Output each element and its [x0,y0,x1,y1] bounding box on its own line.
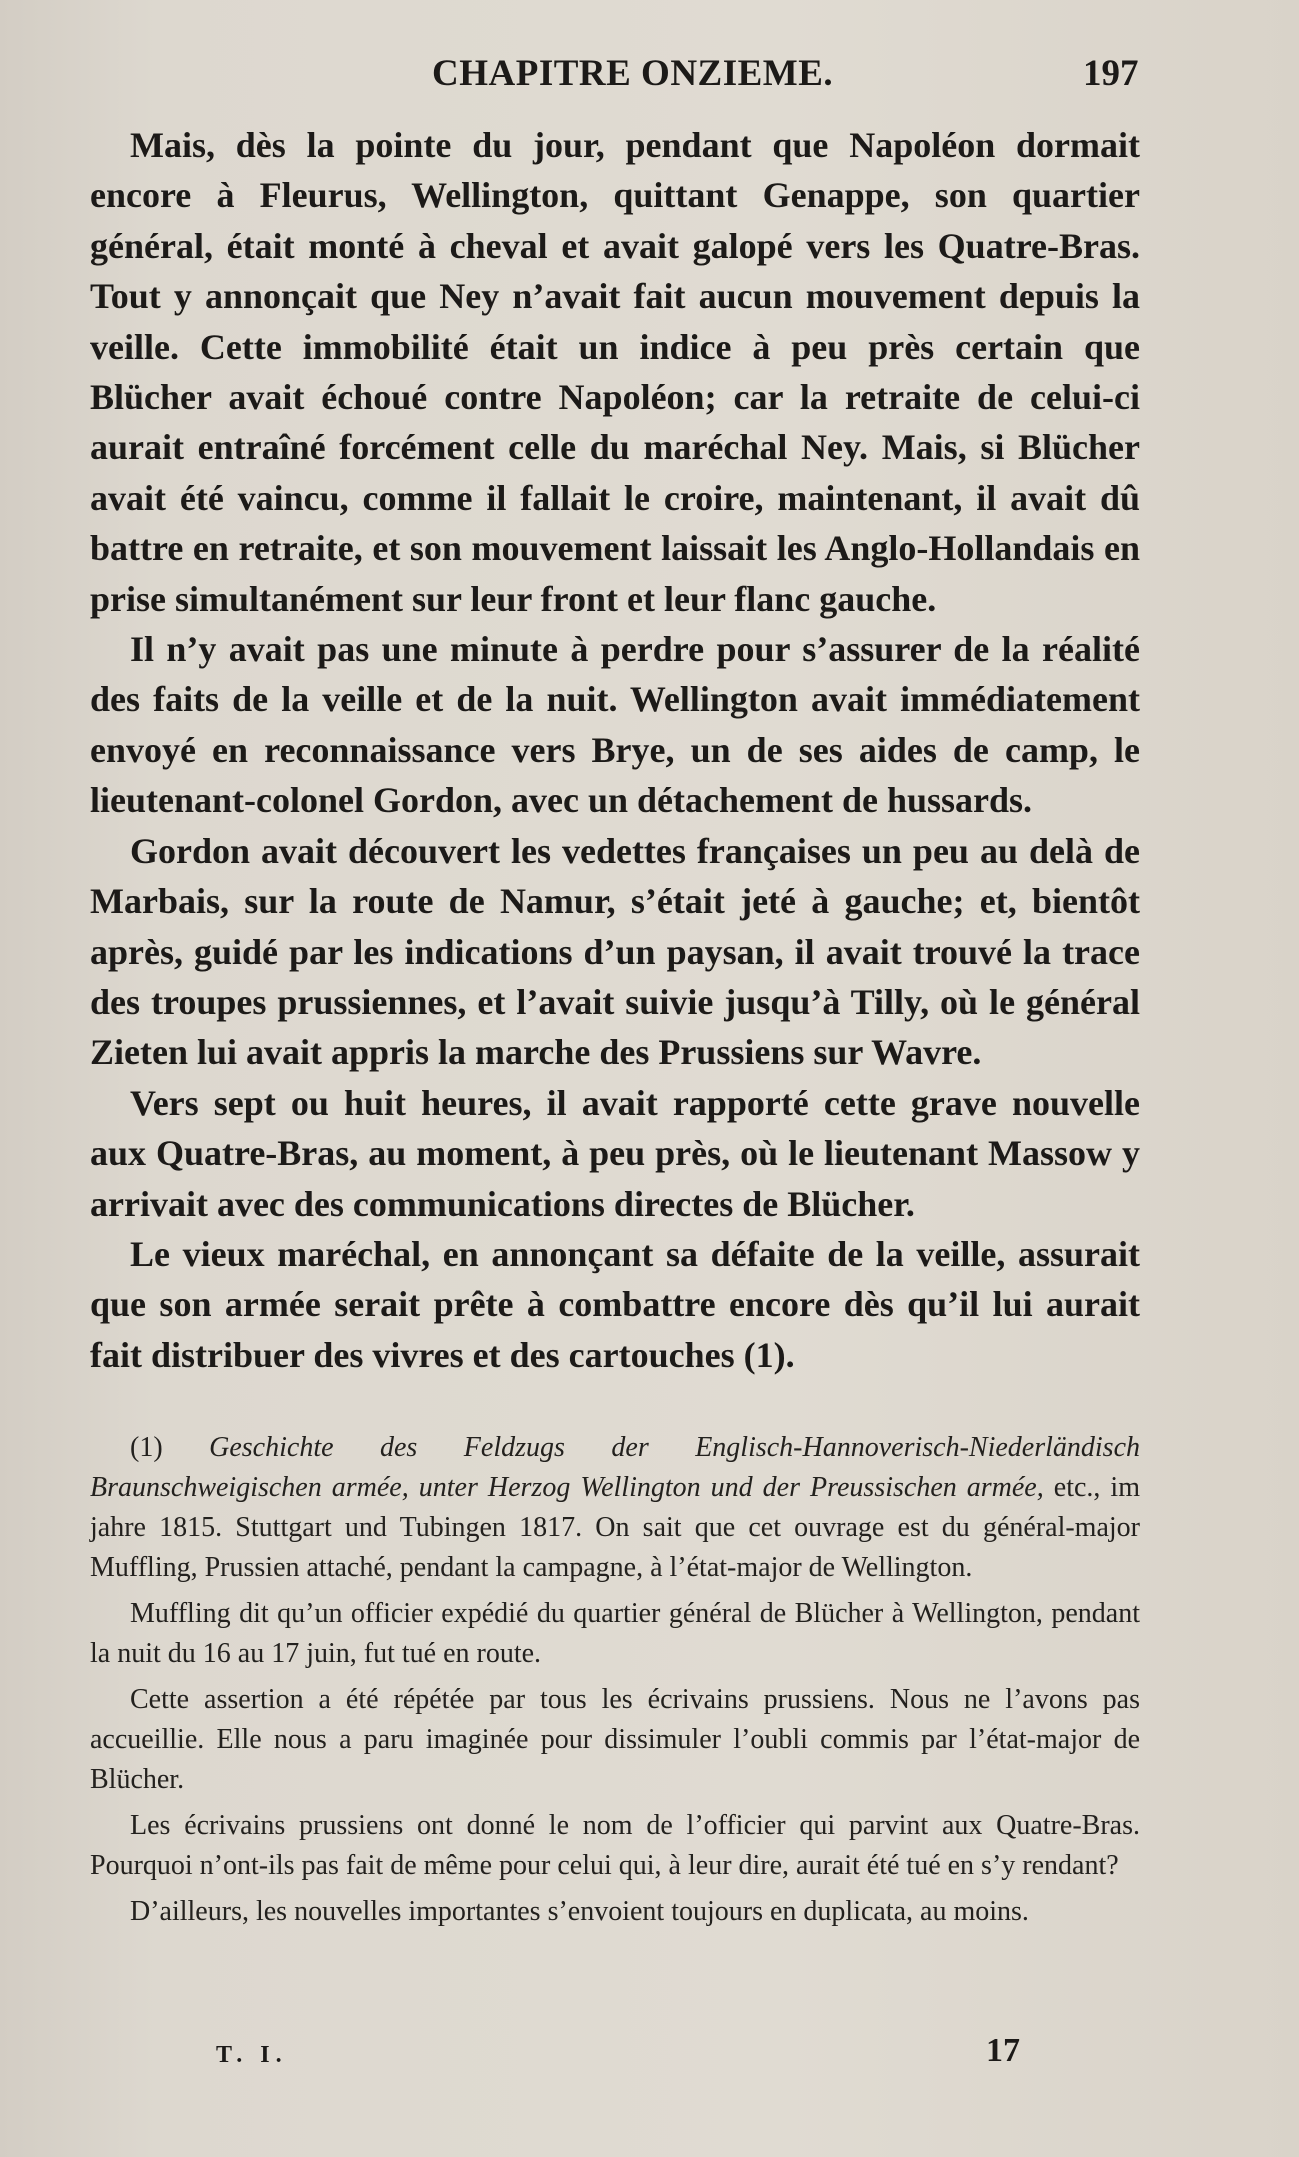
footnote-source-details: etc., im jahre 1815. Stuttgart und Tubingen 1817. On sait que cet ouvrage est du général-major Muffling, Prussien attaché, pendant la campagne, à l’état-major de Wellington. [90,1472,1140,1583]
body-paragraph: Il n’y avait pas une minute à perdre pour s’assurer de la réalité des faits de la veille et de la nuit. Wellington avait immédiatement envoyé en reconnaissance vers Brye, un de ses aides de camp, le lieutenant-colonel Gordon, avec un détachement de hussards. [90,629,1140,821]
footnote-paragraph: D’ailleurs, les nouvelles importantes s’envoient toujours en duplicata, au moins. [130,1896,1029,1927]
footnote-paragraph: Cette assertion a été répétée par tous les écrivains prussiens. Nous ne l’avons pas accueillie. Elle nous a paru imaginée pour dissimuler l’oubli commis par l’état-major de Blücher. [90,1684,1140,1795]
page-number: 197 [1083,53,1139,94]
printer-signature-line [0,2032,1299,2082]
footnotes [90,1428,1140,1938]
signature-number: 17 [986,2032,1020,2069]
main-text [90,120,1140,1380]
footnote-1 [90,1428,1140,1588]
volume-mark: T. I. [216,2042,288,2068]
footnote-marker: (1) [130,1432,210,1463]
footnote-paragraph: Les écrivains prussiens ont donné le nom de l’officier qui parvint aux Quatre-Bras. Pourquoi n’ont-ils pas fait de même pour celui qui, à leur dire, aurait été tué en s’y rendant? [90,1810,1140,1881]
footnote-source-title: Geschichte des Feldzugs der Englisch-Hannoverisch-Niederländisch Braunschweigischen armée, unter Herzog Wellington und der Preussischen armée, [90,1432,1140,1503]
body-paragraph: Le vieux maréchal, en annonçant sa défaite de la veille, assurait que son armée serait prête à combattre encore dès qu’il lui aurait fait distribuer des vivres et des cartouches (1). [90,1233,1140,1375]
body-paragraph: Mais, dès la pointe du jour, pendant que Napoléon dormait encore à Fleurus, Wellington, quittant Genappe, son quartier général, était monté à cheval et avait galopé vers les Quatre-Bras. Tout y annonçait que Ney n’avait fait aucun mouvement depuis la veille. Cette immobilité était un indice à peu près certain que Blücher avait échoué contre Napoléon; car la retraite de celui-ci aurait entraîné forcément celle du maréchal Ney. Mais, si Blücher avait été vaincu, comme il fallait le croire, maintenant, il avait dû battre en retraite, et son mouvement laissait les Anglo-Hollandais en prise simultanément sur leur front et leur flanc gauche. [90,125,1140,619]
footnote-paragraph: Muffling dit qu’un officier expédié du quartier général de Blücher à Wellington, pendant la nuit du 16 au 17 juin, fut tué en route. [90,1598,1140,1669]
body-paragraph: Gordon avait découvert les vedettes françaises un peu au delà de Marbais, sur la route de Namur, s’était jeté à gauche; et, bientôt après, guidé par les indications d’un paysan, il avait trouvé la trace des troupes prussiennes, et l’avait suivie jusqu’à Tilly, où le général Zieten lui avait appris la marche des Prussiens sur Wavre. [90,830,1140,1073]
body-paragraph: Vers sept ou huit heures, il avait rapporté cette grave nouvelle aux Quatre-Bras, au moment, à peu près, où le lieutenant Massow y arrivait avec des communications directes de Blücher. [90,1082,1140,1224]
chapter-title: CHAPITRE ONZIEME. [432,53,834,94]
running-head [0,52,1299,102]
